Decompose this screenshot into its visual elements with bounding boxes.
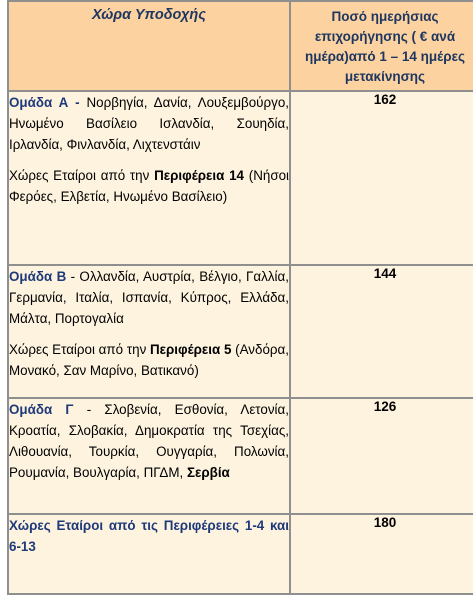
table-row bbox=[8, 91, 473, 265]
partners-list: (Νήσοι Φερόες, Ελβετία, Ηνωμένο Βασίλειο) bbox=[9, 168, 289, 204]
country-cell bbox=[8, 265, 290, 398]
partners-list: (Ανδόρα, Μονακό, Σαν Μαρίνο, Βατικανό) bbox=[9, 342, 289, 378]
header-host-country bbox=[8, 1, 290, 91]
partners-prefix: Χώρες Εταίροι από την bbox=[9, 342, 150, 357]
partners-region: Περιφέρεια 14 bbox=[154, 168, 244, 183]
amount-cell: 144 bbox=[290, 265, 473, 398]
header-daily-amount bbox=[290, 1, 473, 91]
group-label: Ομάδα Α - bbox=[9, 95, 80, 110]
partners-prefix: Χώρες Εταίροι από την bbox=[9, 168, 155, 183]
country-cell bbox=[8, 514, 290, 594]
country-cell bbox=[8, 398, 290, 514]
group-countries bbox=[9, 399, 289, 483]
group-countries bbox=[9, 266, 289, 329]
amount-cell: 162 bbox=[290, 91, 473, 265]
header-daily-amount-label: Ποσό ημερήσιας επιχορήγησης ( € ανά ημέρα)από 1 – 14 ημέρες μετακίνησης bbox=[304, 9, 466, 84]
partner-countries bbox=[9, 165, 289, 207]
countries-list: - Ολλανδία, Αυστρία, Βέλγιο, Γαλλία, Γερμανία, Ιταλία, Ισπανία, Κύπρος, Ελλάδα, Μάλτα, Πορτογαλία bbox=[9, 269, 289, 326]
amount-cell: 126 bbox=[290, 398, 473, 514]
countries-list: - Σλοβενία, Εσθονία, Λετονία, Κροατία, Σλοβακία, Δημοκρατία της Τσεχίας, Λιθουανία, Τουρκία, Ουγγαρία, Πολωνία, Ρουμανία, Βουλγαρία, ΠΓΔΜ, bbox=[9, 402, 289, 480]
other-partner-countries: Χώρες Εταίροι από τις Περιφέρειες 1-4 και 6-13 bbox=[9, 518, 289, 554]
group-countries bbox=[9, 92, 289, 155]
table-row bbox=[8, 514, 473, 594]
group-label: Ομάδα Β bbox=[9, 269, 67, 284]
header-row bbox=[8, 1, 473, 91]
partner-countries bbox=[9, 339, 289, 381]
table-row bbox=[8, 265, 473, 398]
partners-region: Περιφέρεια 5 bbox=[150, 342, 232, 357]
countries-list: Νορβηγία, Δανία, Λουξεμβούργο, Ηνωμένο Βασίλειο Ισλανδία, Σουηδία, Ιρλανδία, Φινλανδία, Λιχτενστάιν bbox=[9, 95, 289, 152]
countries-list-bold: Σερβία bbox=[186, 465, 230, 480]
header-host-country-label: Χώρα Υποδοχής bbox=[92, 7, 206, 23]
amount-cell: 180 bbox=[290, 514, 473, 594]
country-cell bbox=[8, 91, 290, 265]
allowance-table bbox=[7, 0, 473, 595]
group-label: Ομάδα Γ bbox=[9, 402, 74, 417]
table-row bbox=[8, 398, 473, 514]
